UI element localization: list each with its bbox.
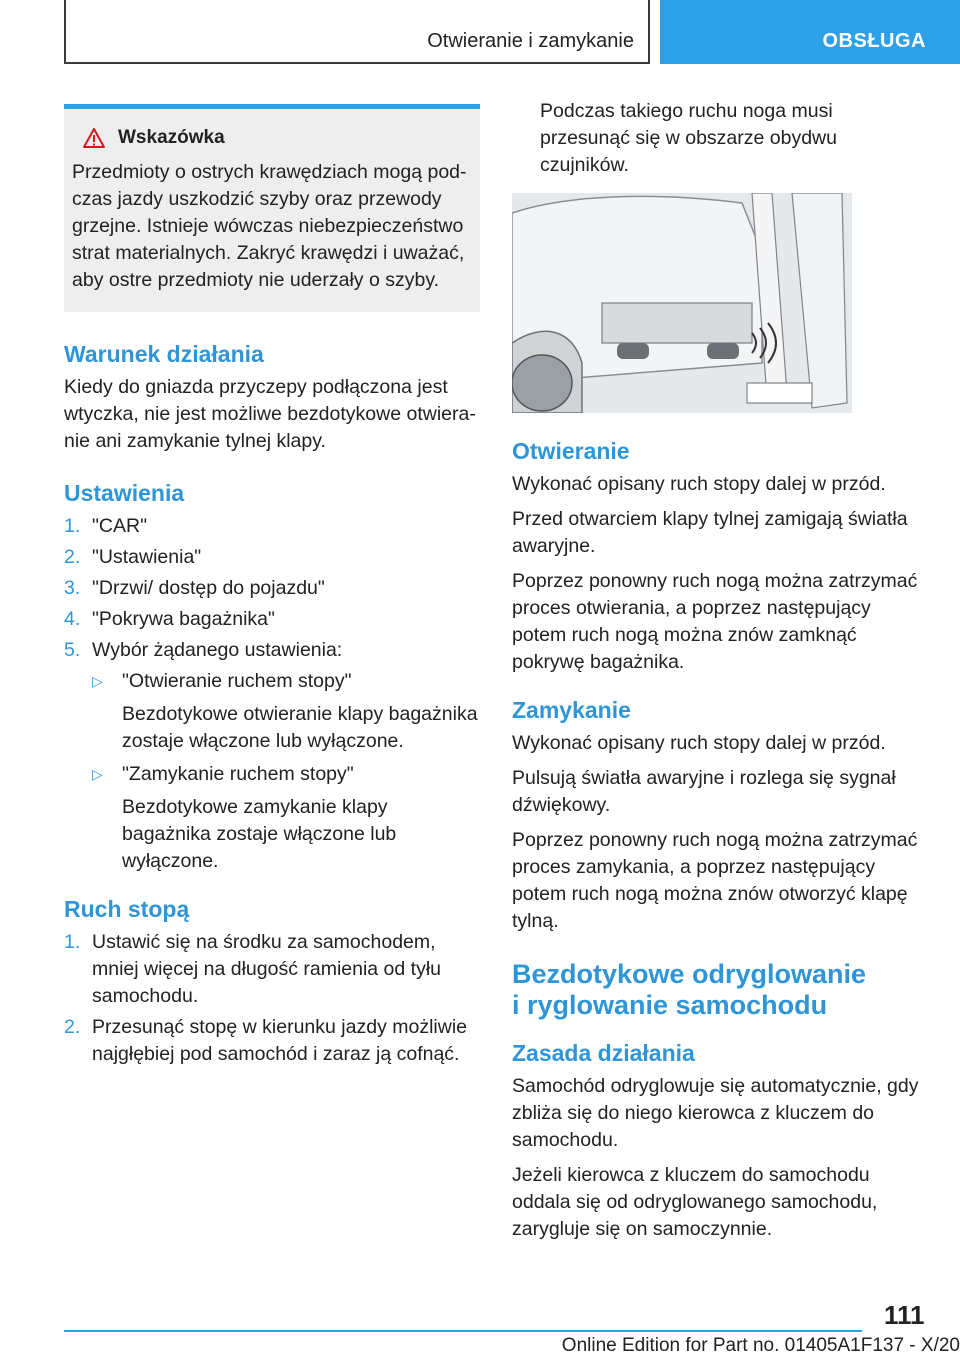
step-text: "CAR" [92,515,148,537]
triangle-bullet-icon: ▷ [92,673,103,689]
closing-paragraph: Poprzez ponowny ruch nogą można zatrzymać proces zamykania, a poprzez następujący potem ruch nogą można znów otworzyć klapę tylną. [512,829,918,932]
left-column [64,104,480,1072]
header-section-box [64,0,650,64]
note-title-row [82,127,472,149]
list-item [64,1014,480,1068]
opening-paragraph: Przed otwarciem klapy tylnej zamigają światła awaryjne. [512,508,908,557]
note-text: Przedmioty o ostrych krawędziach mogą podczas jazdy uszkodzić szyby oraz przewody grzejne. Istnieje wówczas niebezpieczeństwo strat materialnych. Zakryć krawędzi i uważać, aby ostre przedmioty nie uderzały o szyby. [72,161,467,291]
keyless-heading [512,959,926,1021]
list-item [64,637,480,875]
step-number: 5. [64,639,81,661]
settings-steps [64,513,480,875]
foot-heading: Ruch stopą [64,896,190,922]
closing-heading: Zamykanie [512,697,631,723]
footer-divider [64,1330,862,1332]
page-number: 111 [884,1300,925,1330]
settings-options [92,668,480,875]
keyless-heading-line2: i ryglowanie samochodu [512,990,828,1020]
option-description: Bezdotykowe zamykanie klapy bagażnika zostaje włączone lub wyłączone. [122,796,397,872]
car-foot-illustration [512,193,852,413]
keyless-heading-line1: Bezdotykowe odryglowanie [512,959,867,989]
list-item [64,544,480,571]
list-item [64,513,480,540]
keyless-paragraph: Jeżeli kierowca z kluczem do samochodu oddala się od odryglowanego samochodu, zarygluje się on samoczynnie. [512,1164,878,1240]
step-text: Ustawić się na środku za samochodem, mniej więcej na długość ramienia od tyłu samochodu. [92,931,442,1007]
step-text: "Pokrywa bagażnika" [92,608,275,630]
step-text: "Ustawienia" [92,546,202,568]
list-item [64,606,480,633]
opening-heading: Otwieranie [512,438,630,464]
note-title: Wskazówka [118,127,225,148]
opening-paragraph: Poprzez ponowny ruch nogą można zatrzymać proces otwierania, a poprzez następujący potem ruch nogą można znów zamknąć pokrywę bagażnika. [512,570,918,673]
opening-paragraph: Wykonać opisany ruch stopy dalej w przód. [512,473,886,495]
intro-text: Podczas takiego ruchu noga musi przesunąć się w obszarze obydwu czujników. [540,100,837,176]
option-description: Bezdotykowe otwieranie klapy bagażnika zostaje włączone lub wyłączone. [122,703,478,752]
principle-heading: Zasada działania [512,1040,695,1066]
header-chapter-label: OBSŁUGA [822,30,926,52]
footer-edition: Online Edition for Part no. 01405A1F137 - X/20 [561,1335,960,1356]
warning-note [64,104,480,312]
step-number: 1. [64,931,81,953]
step-text: "Drzwi/ dostęp do pojazdu" [92,577,325,599]
settings-heading: Ustawienia [64,480,185,506]
step-number: 1. [64,515,81,537]
keyless-paragraph: Samochód odryglowuje się automatycznie, gdy zbliża się do niego kierowca z kluczem do samochodu. [512,1075,919,1151]
right-column [512,98,926,1251]
condition-text: Kiedy do gniazda przyczepy podłączona jest wtyczka, nie jest możliwe bezdotykowe otwieranie ani zamykanie tylnej klapy. [64,376,476,452]
step-number: 2. [64,546,81,568]
list-item [64,929,480,1010]
triangle-bullet-icon: ▷ [92,766,103,782]
closing-paragraph: Wykonać opisany ruch stopy dalej w przód. [512,732,886,754]
step-text: Przesunąć stopę w kierunku jazdy możliwie najgłębiej pod samochód i zaraz ją cofnąć. [92,1016,467,1065]
step-number: 3. [64,577,81,599]
closing-paragraph: Pulsują światła awaryjne i rozlega się sygnał dźwiękowy. [512,767,896,816]
step-text: Wybór żądanego ustawienia: [92,639,343,661]
option-label: "Otwieranie ruchem stopy" [122,670,352,692]
car-rear-sensor-image [512,193,852,413]
header-section-title: Otwieranie i zamykanie [427,30,634,52]
list-item [92,668,480,755]
step-number: 4. [64,608,81,630]
list-item [64,575,480,602]
warning-icon [82,127,106,149]
list-item [92,761,480,875]
foot-steps [64,929,480,1068]
condition-heading: Warunek działania [64,341,264,367]
step-number: 2. [64,1016,81,1038]
option-label: "Zamykanie ruchem stopy" [122,763,354,785]
header-chapter-tab [660,0,960,64]
